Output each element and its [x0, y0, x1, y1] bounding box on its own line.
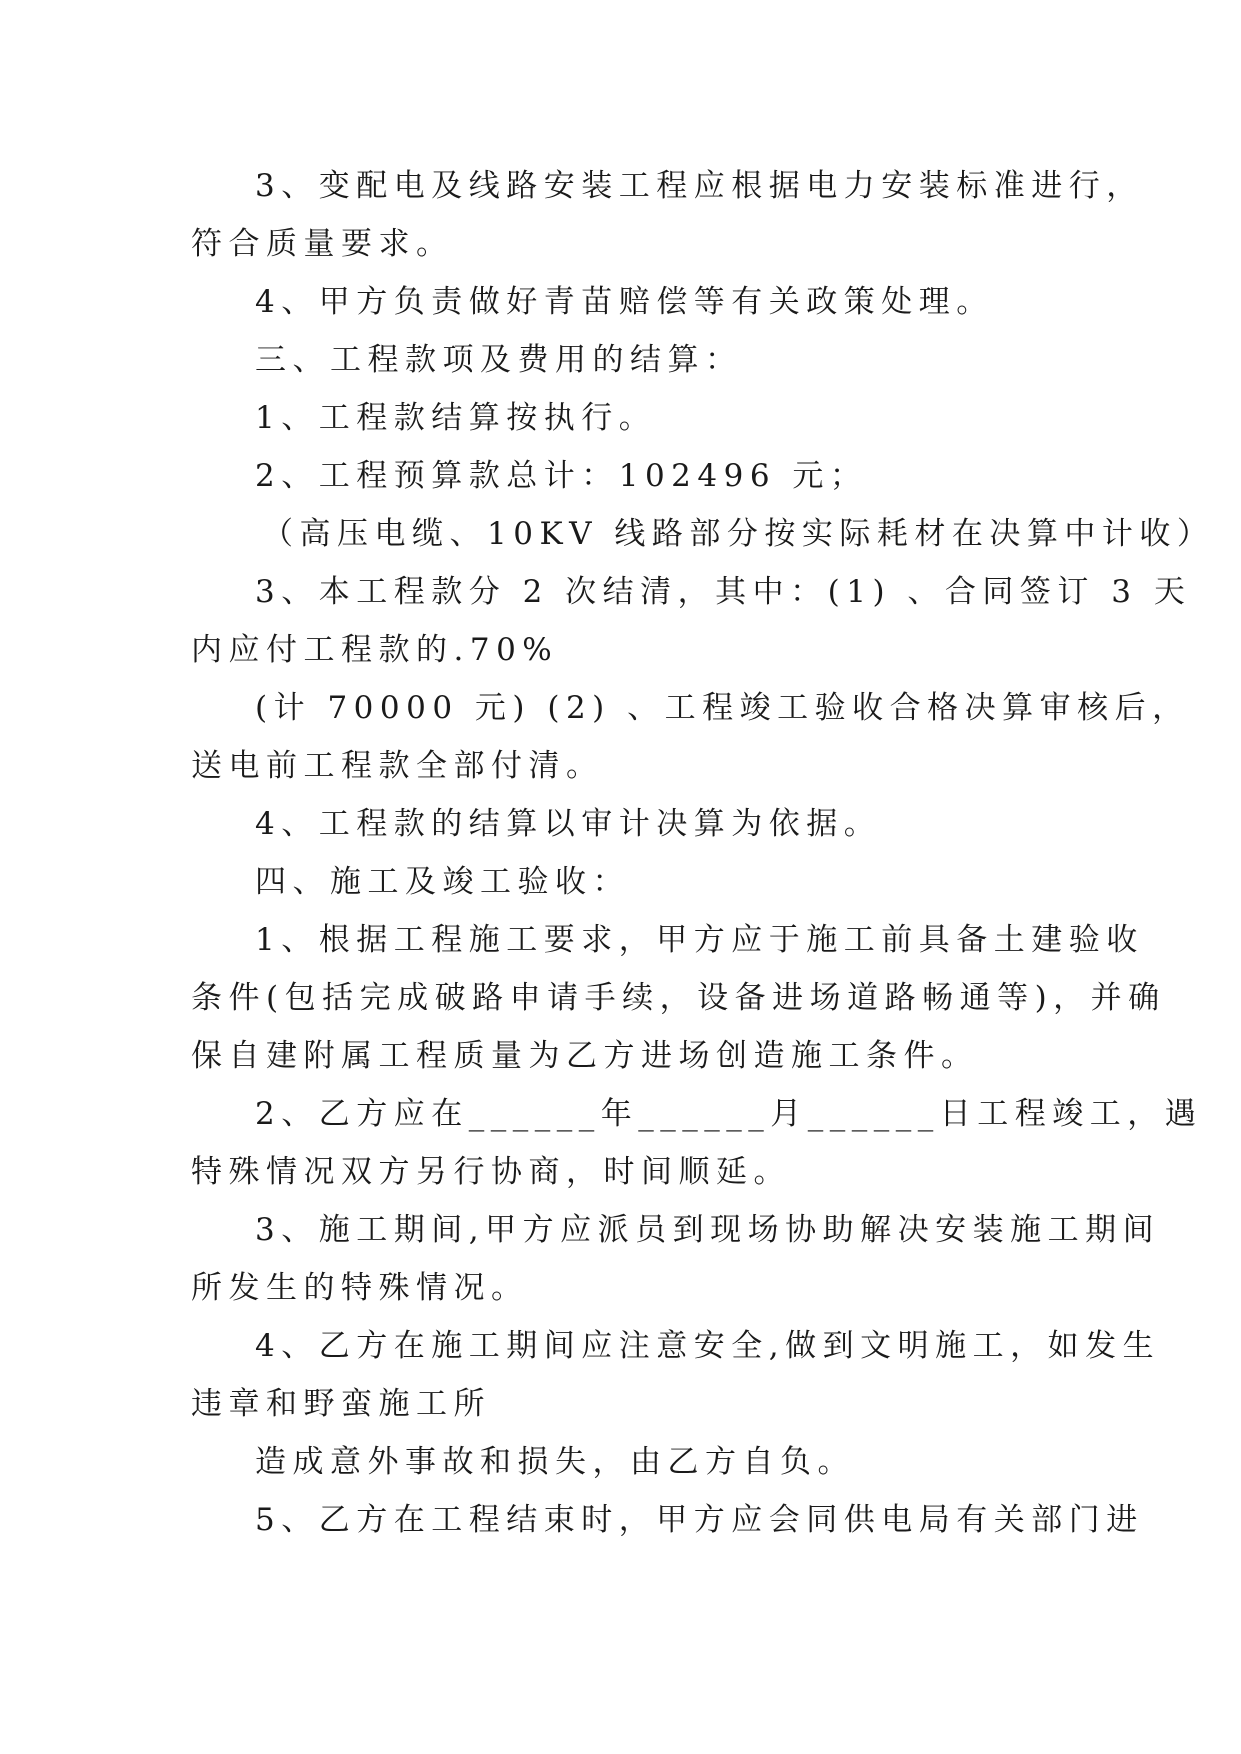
section-heading: 四、施工及竣工验收： [255, 864, 630, 900]
text-line: 条件(包括完成破路申请手续，设备进场道路畅通等)，并确 [191, 980, 1166, 1016]
text-line: 4、乙方在施工期间应注意安全,做到文明施工，如发生 [255, 1328, 1161, 1364]
text-line: 5、乙方在工程结束时，甲方应会同供电局有关部门进 [255, 1502, 1144, 1538]
text-line: 保自建附属工程质量为乙方进场创造施工条件。 [191, 1038, 979, 1074]
text-line: 2、乙方应在______年______月______日工程竣工，遇 [255, 1096, 1203, 1132]
text-line: 4、甲方负责做好青苗赔偿等有关政策处理。 [255, 284, 994, 320]
text-line: 1、根据工程施工要求，甲方应于施工前具备土建验收 [255, 922, 1144, 958]
text-line: 内应付工程款的.70% [191, 632, 559, 668]
text-line: 4、工程款的结算以审计决算为依据。 [255, 806, 882, 842]
text-line: 3、施工期间,甲方应派员到现场协助解决安装施工期间 [255, 1212, 1161, 1248]
text-line: 特殊情况双方另行协商，时间顺延。 [191, 1154, 791, 1190]
text-line: 1、工程款结算按执行。 [255, 400, 657, 436]
text-line: (计 70000 元) (2) 、工程竣工验收合格决算审核后， [255, 690, 1190, 726]
text-line: （高压电缆、10KV 线路部分按实际耗材在决算中计收） [262, 516, 1215, 552]
text-line: 送电前工程款全部付清。 [191, 748, 604, 784]
text-line: 违章和野蛮施工所 [191, 1386, 491, 1422]
text-line: 造成意外事故和损失，由乙方自负。 [255, 1444, 855, 1480]
text-line: 2、工程预算款总计：102496 元； [255, 458, 868, 494]
text-line: 3、变配电及线路安装工程应根据电力安装标准进行， [255, 168, 1144, 204]
text-line: 符合质量要求。 [191, 226, 454, 262]
text-line: 所发生的特殊情况。 [191, 1270, 529, 1306]
section-heading: 三、工程款项及费用的结算： [255, 342, 743, 378]
text-line: 3、本工程款分 2 次结清，其中：(1) 、合同签订 3 天 [255, 574, 1192, 610]
